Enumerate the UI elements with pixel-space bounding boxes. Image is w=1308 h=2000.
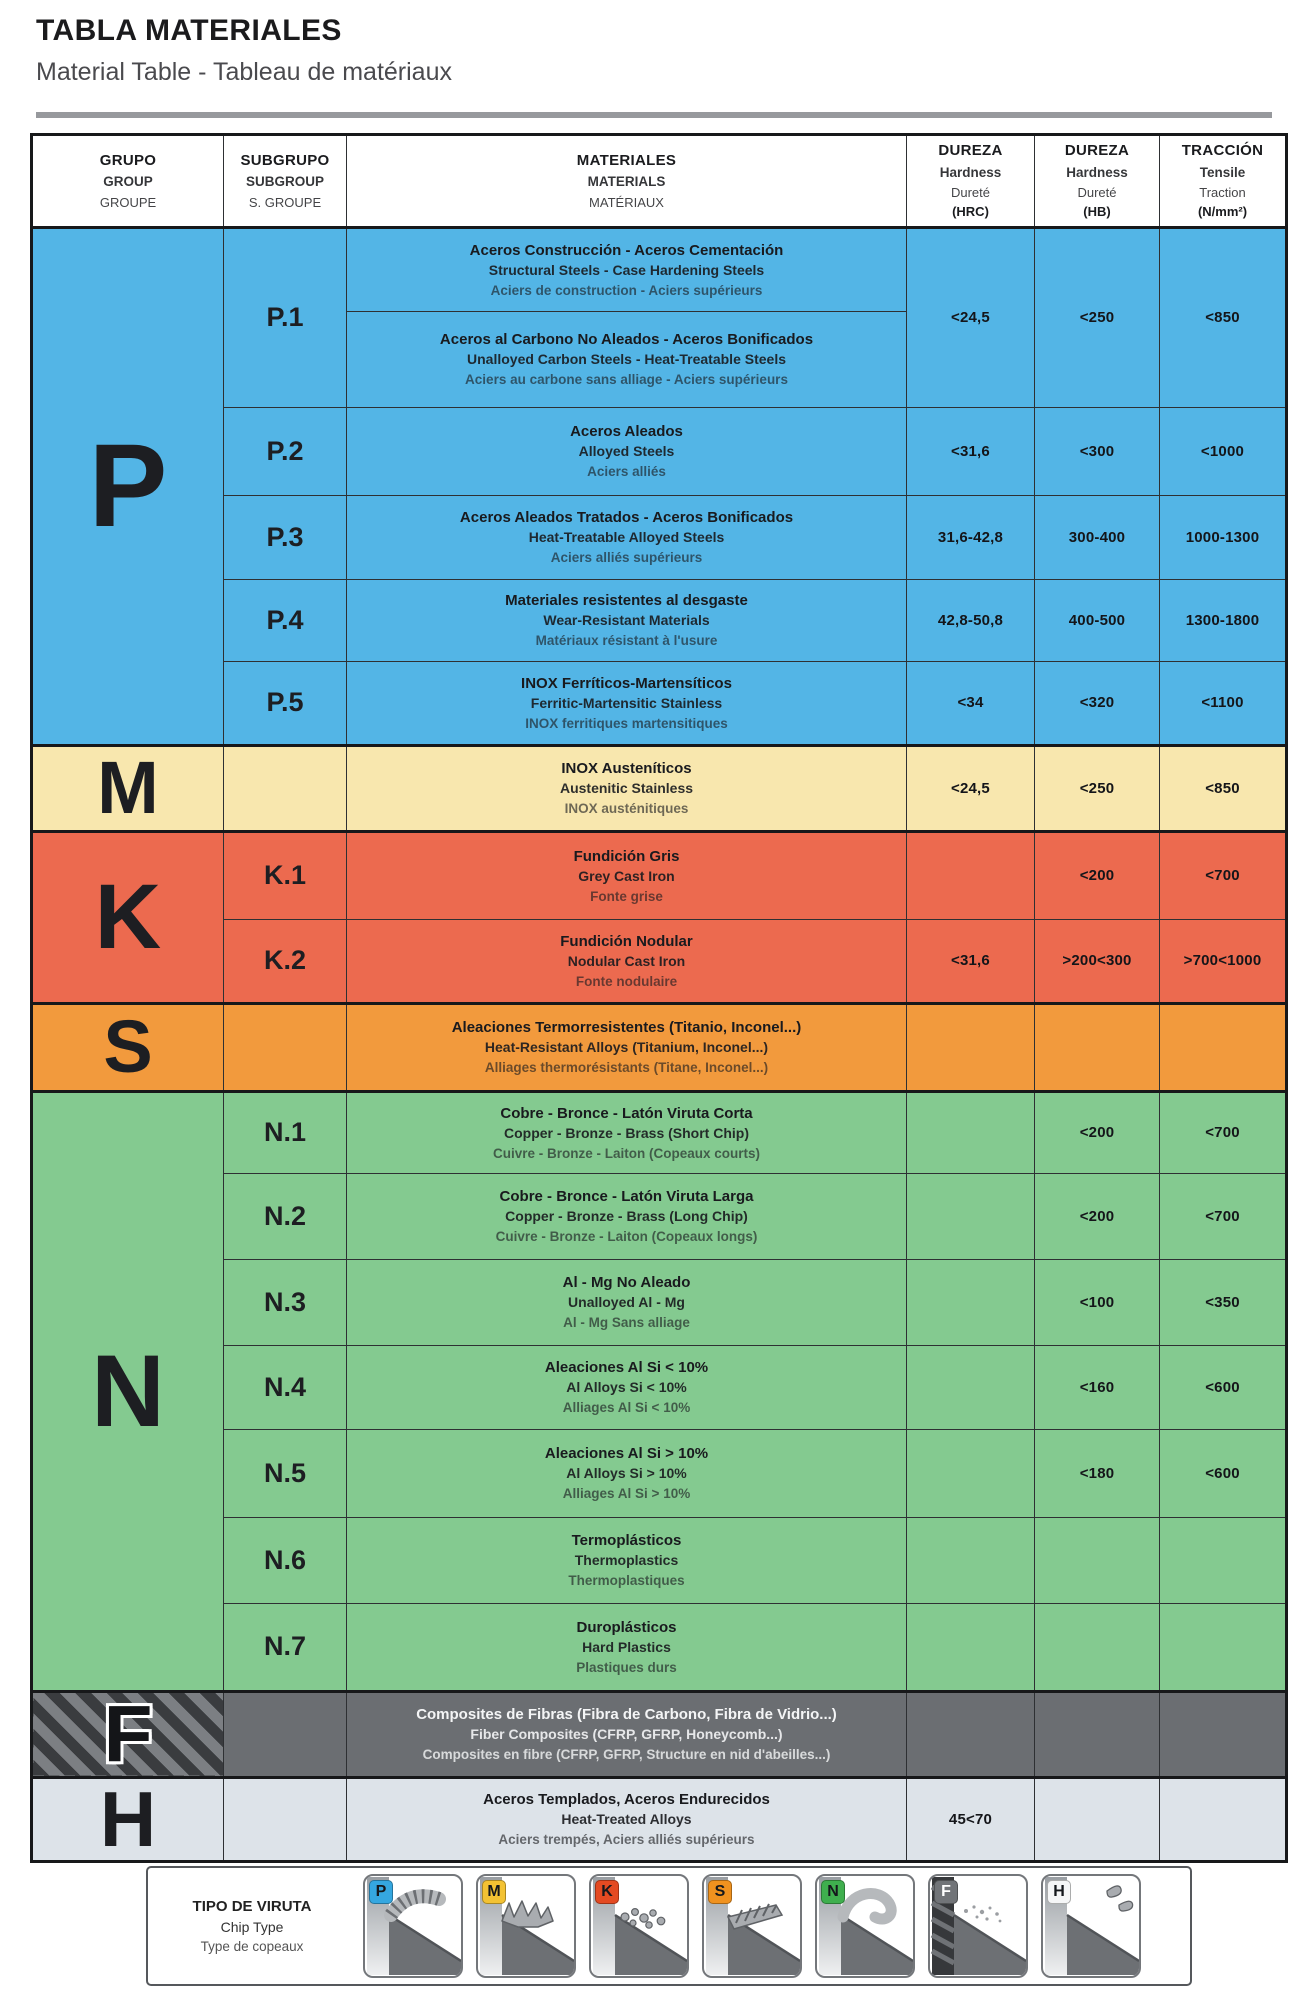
column-header-subgroup-line: SUBGRUPO	[240, 151, 330, 169]
hardness-hb-value-n-1: <200	[1035, 1091, 1160, 1173]
material-line: Composites de Fibras (Fibra de Carbono, Fibra de Vidrio...)	[416, 1706, 837, 1724]
hardness-hb-value-p-3: 300-400	[1035, 495, 1160, 579]
material-line: Heat-Treatable Alloyed Steels	[528, 529, 725, 546]
material-line: Cuivre - Bronze - Laiton (Copeaux longs)	[495, 1229, 758, 1245]
subgroup-cell-n-6: N.6	[224, 1517, 347, 1603]
subgroup-cell-f	[224, 1691, 347, 1777]
column-header-hardness-hrc-line: (HRC)	[952, 204, 989, 220]
hardness-hrc-value-m: <24,5	[907, 745, 1035, 831]
material-line: Unalloyed Al - Mg	[568, 1294, 685, 1311]
traction-value-n-7	[1160, 1603, 1287, 1691]
material-line: Aceros Aleados Tratados - Aceros Bonificados	[459, 509, 794, 527]
hardness-hb-value-h	[1035, 1777, 1160, 1861]
chip-badge-p-icon: P	[369, 1880, 393, 1904]
material-line: Al - Mg Sans alliage	[563, 1315, 690, 1331]
group-cell-p	[32, 227, 224, 745]
traction-value-k-2: >700<1000	[1160, 919, 1287, 1003]
traction-value-n-3: <350	[1160, 1259, 1287, 1345]
traction-value-s	[1160, 1003, 1287, 1091]
hardness-hb-value-n-2: <200	[1035, 1173, 1160, 1259]
page-subtitle: Material Table - Tableau de matériaux	[36, 58, 452, 86]
chip-type-label-en: Chip Type	[220, 1919, 284, 1935]
group-cell-n	[32, 1091, 224, 1691]
materials-cell-h	[347, 1777, 907, 1861]
hardness-hrc-value-k-2: <31,6	[907, 919, 1035, 1003]
materials-cell-n-5	[347, 1429, 907, 1517]
materials-cell-k-1	[347, 831, 907, 919]
material-line: Cobre - Bronce - Latón Viruta Corta	[500, 1104, 753, 1122]
material-line: Aciers trempés, Aciers alliés supérieurs	[498, 1832, 755, 1848]
material-line: INOX Ferríticos-Martensíticos	[521, 674, 732, 692]
table-row-h	[32, 1777, 1287, 1861]
chip-badge-h-icon: H	[1047, 1880, 1071, 1904]
traction-value-p-4: 1300-1800	[1160, 579, 1287, 661]
subgroup-cell-k-2: K.2	[224, 919, 347, 1003]
table-header-row	[32, 135, 1287, 228]
material-line: INOX austénitiques	[564, 801, 689, 817]
traction-value-n-1: <700	[1160, 1091, 1287, 1173]
subgroup-cell-n-5: N.5	[224, 1429, 347, 1517]
hardness-hb-value-n-7	[1035, 1603, 1160, 1691]
subgroup-cell-n-1: N.1	[224, 1091, 347, 1173]
material-line: Fiber Composites (CFRP, GFRP, Honeycomb...)	[470, 1726, 783, 1743]
chip-tile-s	[702, 1874, 802, 1978]
traction-value-k-1: <700	[1160, 831, 1287, 919]
traction-value-p-5: <1100	[1160, 661, 1287, 745]
traction-value-m: <850	[1160, 745, 1287, 831]
title-divider	[36, 112, 1272, 118]
group-cell-h	[32, 1777, 224, 1861]
chip-tile-p	[363, 1874, 463, 1978]
material-line: Aleaciones Al Si > 10%	[544, 1445, 709, 1463]
group-cell-s	[32, 1003, 224, 1091]
table-row-p-1	[32, 227, 1287, 311]
hardness-hb-value-p-1: <250	[1035, 227, 1160, 407]
hardness-hrc-value-p-4: 42,8-50,8	[907, 579, 1035, 661]
materials-cell-f	[347, 1691, 907, 1777]
chip-badge-f-icon: F	[934, 1880, 958, 1904]
materials-cell-n-1	[347, 1091, 907, 1173]
column-header-traction	[1160, 135, 1287, 228]
column-header-traction-line: Traction	[1199, 184, 1246, 200]
column-header-materials-line: MATERIALS	[587, 174, 666, 190]
material-line: Grey Cast Iron	[578, 867, 675, 884]
hardness-hrc-value-n-3	[907, 1259, 1035, 1345]
subgroup-cell-p-4: P.4	[224, 579, 347, 661]
material-line: Aciers au carbone sans alliage - Aciers supérieurs	[465, 372, 788, 388]
chip-badge-k-icon: K	[595, 1880, 619, 1904]
materials-table-body	[32, 227, 1287, 1861]
material-line: Aciers de construction - Aciers supérieurs	[490, 282, 763, 298]
material-line: Alloyed Steels	[578, 443, 675, 460]
hardness-hrc-value-p-3: 31,6-42,8	[907, 495, 1035, 579]
material-line: Fundición Gris	[573, 847, 680, 865]
materials-cell-s	[347, 1003, 907, 1091]
material-line: Ferritic-Martensitic Stainless	[530, 694, 723, 711]
chip-tile-k	[589, 1874, 689, 1978]
subgroup-cell-p-3: P.3	[224, 495, 347, 579]
chip-tiles	[363, 1874, 1141, 1978]
chip-badge-n-icon: N	[821, 1880, 845, 1904]
hardness-hrc-value-h: 45<70	[907, 1777, 1035, 1861]
traction-value-n-2: <700	[1160, 1173, 1287, 1259]
group-cell-k	[32, 831, 224, 1003]
table-header	[32, 135, 1287, 228]
hardness-hb-value-n-3: <100	[1035, 1259, 1160, 1345]
hardness-hrc-value-n-5	[907, 1429, 1035, 1517]
column-header-hardness-hb-line: DUREZA	[1064, 142, 1130, 159]
hardness-hb-value-k-2: >200<300	[1035, 919, 1160, 1003]
material-line: Unalloyed Carbon Steels - Heat-Treatable Steels	[467, 351, 786, 368]
chip-badge-s-icon: S	[708, 1880, 732, 1904]
column-header-hardness-hrc-line: Dureté	[950, 184, 991, 200]
column-header-subgroup-line: SUBGROUP	[245, 174, 324, 190]
column-header-hardness-hrc-line: Hardness	[939, 164, 1002, 180]
material-line: Cuivre - Bronze - Laiton (Copeaux courts)	[492, 1145, 761, 1161]
materials-cell-p-5	[347, 661, 907, 745]
material-line: Copper - Bronze - Brass (Long Chip)	[505, 1208, 748, 1225]
column-header-subgroup-line: S. GROUPE	[248, 194, 322, 210]
subgroup-cell-p-5: P.5	[224, 661, 347, 745]
traction-value-h	[1160, 1777, 1287, 1861]
material-line: Thermoplastics	[574, 1552, 679, 1569]
hardness-hb-value-p-2: <300	[1035, 407, 1160, 495]
column-header-hardness-hrc-line: DUREZA	[938, 142, 1003, 159]
table-row-s	[32, 1003, 1287, 1091]
group-letter-s: S	[103, 1005, 153, 1089]
subgroup-cell-p-1: P.1	[224, 227, 347, 407]
material-line: Matériaux résistant à l'usure	[535, 633, 718, 649]
chip-type-label-es: TIPO DE VIRUTA	[192, 1898, 312, 1915]
materials-cell-p-1	[347, 227, 907, 311]
hardness-hrc-value-p-1: <24,5	[907, 227, 1035, 407]
column-header-hardness-hb-line: (HB)	[1083, 204, 1111, 220]
table-row-k-1	[32, 831, 1287, 919]
hardness-hb-value-n-4: <160	[1035, 1345, 1160, 1429]
subgroup-cell-n-4: N.4	[224, 1345, 347, 1429]
materials-cell-n-4	[347, 1345, 907, 1429]
hardness-hrc-value-f	[907, 1691, 1035, 1777]
group-letter-p: P	[88, 420, 168, 553]
materials-cell-n-3	[347, 1259, 907, 1345]
column-header-group	[32, 135, 224, 228]
material-line: Aciers alliés	[587, 464, 666, 480]
hardness-hrc-value-s	[907, 1003, 1035, 1091]
material-line: Alliages thermorésistants (Titane, Inconel...)	[484, 1060, 769, 1076]
material-line: Fonte grise	[590, 888, 663, 904]
material-line: Fonte nodulaire	[575, 973, 678, 989]
material-line: INOX ferritiques martensitiques	[525, 715, 728, 731]
materials-cell-p-1	[347, 311, 907, 407]
traction-value-p-3: 1000-1300	[1160, 495, 1287, 579]
column-header-group-line: GROUPE	[99, 194, 157, 210]
material-line: Thermoplastiques	[568, 1573, 685, 1589]
hardness-hb-value-p-4: 400-500	[1035, 579, 1160, 661]
traction-value-n-5: <600	[1160, 1429, 1287, 1517]
material-line: Wear-Resistant Materials	[543, 612, 710, 629]
material-line: Al Alloys Si < 10%	[566, 1379, 687, 1396]
material-line: Plastiques durs	[576, 1659, 677, 1675]
traction-value-f	[1160, 1691, 1287, 1777]
hardness-hrc-value-n-7	[907, 1603, 1035, 1691]
subgroup-cell-n-3: N.3	[224, 1259, 347, 1345]
material-line: Copper - Bronze - Brass (Short Chip)	[503, 1124, 749, 1141]
chip-type-label	[154, 1898, 350, 1954]
material-line: INOX Austeníticos	[561, 760, 692, 778]
column-header-materials	[347, 135, 907, 228]
subgroup-cell-n-7: N.7	[224, 1603, 347, 1691]
chip-tile-f	[928, 1874, 1028, 1978]
material-line: Aciers alliés supérieurs	[550, 550, 703, 566]
chip-badge-m-icon: M	[482, 1880, 506, 1904]
table-row-m	[32, 745, 1287, 831]
column-header-traction-line: TRACCIÓN	[1181, 142, 1264, 159]
materials-cell-m	[347, 745, 907, 831]
hardness-hb-value-s	[1035, 1003, 1160, 1091]
subgroup-cell-h	[224, 1777, 347, 1861]
hardness-hrc-value-n-2	[907, 1173, 1035, 1259]
hardness-hrc-value-k-1	[907, 831, 1035, 919]
column-header-hardness-hb	[1035, 135, 1160, 228]
group-letter-n: N	[91, 1334, 165, 1449]
material-line: Aceros Templados, Aceros Endurecidos	[483, 1791, 770, 1809]
traction-value-n-4: <600	[1160, 1345, 1287, 1429]
column-header-traction-line: Tensile	[1199, 164, 1246, 180]
column-header-hardness-hb-line: Dureté	[1077, 184, 1117, 200]
material-line: Heat-Resistant Alloys (Titanium, Inconel...)	[484, 1039, 769, 1056]
material-line: Aleaciones Al Si < 10%	[544, 1359, 709, 1377]
materials-cell-p-3	[347, 495, 907, 579]
group-letter-f: F	[103, 1691, 153, 1778]
hardness-hrc-value-p-2: <31,6	[907, 407, 1035, 495]
material-line: Nodular Cast Iron	[567, 952, 686, 969]
chip-type-label-fr: Type de copeaux	[200, 1939, 304, 1954]
hardness-hb-value-p-5: <320	[1035, 661, 1160, 745]
column-header-hardness-hb-line: Hardness	[1066, 164, 1128, 180]
material-line: Austenitic Stainless	[559, 780, 694, 797]
hardness-hb-value-n-5: <180	[1035, 1429, 1160, 1517]
material-line: Hard Plastics	[582, 1638, 671, 1655]
hardness-hb-value-f	[1035, 1691, 1160, 1777]
table-row-n-1	[32, 1091, 1287, 1173]
chip-type-panel	[146, 1866, 1192, 1986]
materials-cell-n-7	[347, 1603, 907, 1691]
material-line: Aceros Construcción - Aceros Cementación	[469, 241, 784, 259]
hardness-hrc-value-n-1	[907, 1091, 1035, 1173]
column-header-traction-line: (N/mm²)	[1197, 204, 1248, 220]
page-title: TABLA MATERIALES	[36, 14, 342, 47]
materials-cell-n-6	[347, 1517, 907, 1603]
column-header-group-line: GROUP	[103, 174, 153, 190]
material-line: Al Alloys Si > 10%	[566, 1465, 687, 1482]
column-header-hardness-hrc	[907, 135, 1035, 228]
material-line: Materiales resistentes al desgaste	[505, 592, 748, 610]
hardness-hb-value-n-6	[1035, 1517, 1160, 1603]
column-header-subgroup	[224, 135, 347, 228]
material-line: Aceros al Carbono No Aleados - Aceros Bonificados	[439, 331, 814, 349]
material-line: Aceros Aleados	[570, 423, 683, 441]
group-letter-m: M	[97, 746, 159, 830]
chip-tile-h	[1041, 1874, 1141, 1978]
subgroup-cell-p-2: P.2	[224, 407, 347, 495]
group-letter-k: K	[94, 866, 162, 969]
column-header-group-line: GRUPO	[99, 151, 157, 169]
material-line: Duroplásticos	[576, 1618, 677, 1636]
materials-cell-p-4	[347, 579, 907, 661]
traction-value-p-1: <850	[1160, 227, 1287, 407]
material-line: Fundición Nodular	[560, 932, 693, 950]
hardness-hb-value-m: <250	[1035, 745, 1160, 831]
materials-cell-n-2	[347, 1173, 907, 1259]
traction-value-n-6	[1160, 1517, 1287, 1603]
group-cell-f	[32, 1691, 224, 1777]
material-line: Composites en fibre (CFRP, GFRP, Structure en nid d'abeilles...)	[422, 1747, 831, 1763]
hardness-hb-value-k-1: <200	[1035, 831, 1160, 919]
subgroup-cell-m	[224, 745, 347, 831]
material-line: Al - Mg No Aleado	[562, 1274, 691, 1292]
column-header-materials-line: MATERIALES	[576, 151, 677, 169]
materials-table	[30, 133, 1288, 1863]
material-line: Cobre - Bronce - Latón Viruta Larga	[499, 1188, 754, 1206]
material-line: Alliages Al Si < 10%	[562, 1400, 691, 1416]
material-line: Structural Steels - Case Hardening Steels	[488, 261, 765, 278]
materials-cell-k-2	[347, 919, 907, 1003]
material-line: Alliages Al Si > 10%	[562, 1486, 691, 1502]
group-cell-m	[32, 745, 224, 831]
subgroup-cell-n-2: N.2	[224, 1173, 347, 1259]
material-line: Termoplásticos	[571, 1532, 682, 1550]
chip-tile-m	[476, 1874, 576, 1978]
table-row-f	[32, 1691, 1287, 1777]
material-line: Aleaciones Termorresistentes (Titanio, Inconel...)	[451, 1019, 802, 1037]
hardness-hrc-value-n-6	[907, 1517, 1035, 1603]
material-line: Heat-Treated Alloys	[561, 1811, 692, 1828]
hardness-hrc-value-p-5: <34	[907, 661, 1035, 745]
chip-tile-n	[815, 1874, 915, 1978]
group-letter-h: H	[99, 1777, 157, 1862]
subgroup-cell-k-1: K.1	[224, 831, 347, 919]
column-header-materials-line: MATÉRIAUX	[589, 194, 664, 210]
subgroup-cell-s	[224, 1003, 347, 1091]
hardness-hrc-value-n-4	[907, 1345, 1035, 1429]
materials-cell-p-2	[347, 407, 907, 495]
traction-value-p-2: <1000	[1160, 407, 1287, 495]
